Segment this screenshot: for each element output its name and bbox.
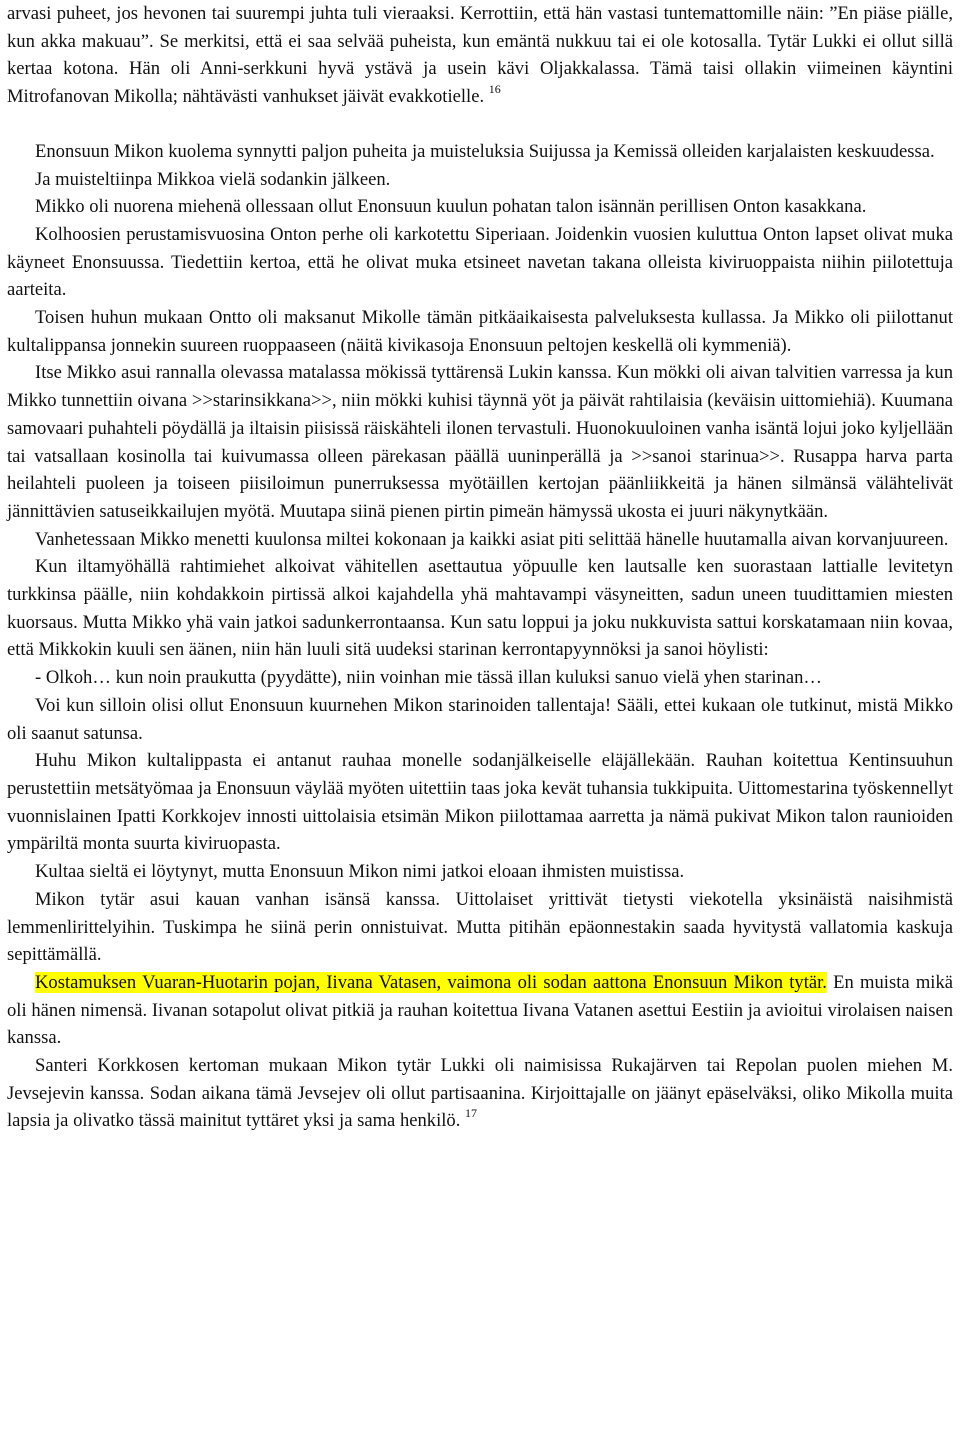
- paragraph-6: [7, 304, 953, 359]
- paragraph-text: Itse Mikko asui rannalla olevassa matalassa mökissä tyttärensä Lukin kanssa. Kun mökki oli aivan talvitien varressa ja kun Mikko tunnettiin oivana >>starinsikkana>>, niin mökki kuhisi täynnä yöt ja päivät rahtilaisia (keväisin uittomiehiä). Kuumana samovaari puhahteli pöydällä ja iltaisin piisissä räiskähteli ilonen tervastuli. Huonokuuloinen vanha isäntä lojui joko kyljellään tai vatsallaan kosinolla tai kuivumassa olleen pärekasan päällä uuninperällä ja >>sanoi starinua>>. Rusappa harva parta heilahteli puoleen ja toiseen piisiloimun punerruksessa myötäillen kertojan päänliikkeitä ja hänen silmänsä välähtelivät jännittävien satuseikkailujen myötä. Muutapa siinä pienen pirtin pimeän hämyssä ukosta ei juuri näkynytkään.: [7, 362, 953, 522]
- paragraph-7: [7, 359, 953, 525]
- paragraph-text: Enonsuun Mikon kuolema synnytti paljon puheita ja muisteluksia Suijussa ja Kemissä olleiden karjalaisten keskuudessa.: [35, 140, 935, 162]
- paragraph-13: [7, 858, 953, 886]
- paragraph-text: Huhu Mikon kultalippasta ei antanut rauhaa monelle sodanjälkeiselle eläjällekään. Rauhan koitettua Kentinsuuhun perustettiin metsätyömaa ja Enonsuun väylää myöten uitettiin taas joka kevät tuhansia tukkipuita. Uittomestarina työskennellyt vuonnislainen Ipatti Korkkojev innosti uittolaisia etsimän Mikon piilottamaa aarretta ja nämä pukivat Mikon talon raunioiden ympäriltä monta suurta kiviruopasta.: [7, 750, 953, 855]
- paragraph-text: Santeri Korkkosen kertoman mukaan Mikon tytär Lukki oli naimisissa Rukajärven tai Repolan puolen miehen M. Jevsejevin kanssa. Sodan aikana tämä Jevsejev oli ollut partisaanina. Kirjoittajalle on jäänyt epäselväksi, oliko Mikolla muita lapsia ja olivatko tässä mainitut tyttäret yksi ja sama henkilö.: [7, 1055, 953, 1132]
- paragraph-text: arvasi puheet, jos hevonen tai suurempi juhta tuli vieraaksi. Kerrottiin, että hän vastasi tuntemattomille näin: ”En piäse piälle, kun akka makuau”. Se merkitsi, että ei saa selvää puheista, kun emäntä nukkuu tai ei ole kotosalla. Tytär Lukki ei ollut sillä kertaa kotona. Hän oli Anni-serkkuni hyvä ystävä ja usein kävi Oljakkalassa. Tämä taisi ollakin viimeinen käyntini Mitrofanovan Mikolla; nähtävästi vanhukset jäivät evakkotielle.: [7, 3, 953, 108]
- paragraph-12: [7, 747, 953, 858]
- document-page: [7, 0, 953, 1135]
- paragraph-10: [7, 664, 953, 692]
- paragraph-1: [7, 0, 953, 111]
- footnote-ref-17[interactable]: 17: [465, 1106, 478, 1121]
- paragraph-11: [7, 692, 953, 747]
- paragraph-16: [7, 1052, 953, 1135]
- paragraph-14: [7, 886, 953, 969]
- paragraph-text: - Olkoh… kun noin praukutta (pyydätte), niin voinhan mie tässä illan kuluksi sanuo vielä yhen starinan…: [35, 667, 822, 689]
- paragraph-text: Kun iltamyöhällä rahtimiehet alkoivat vähitellen asettautua yöpuulle ken lautsalle ken suorastaan lattialle levitetyn turkkinsa päälle, niin kohdakkoin pirtissä alkoi kajahdella yhä mahtavampi väsyneitten, sadun uneen tuudittamien miesten kuorsaus. Mutta Mikko yhä vain jatkoi sadunkerrontaansa. Kun satu loppui ja joku nukkuvista sattui korskatamaan niin kovaa, että Mikkokin kuuli sen äänen, niin hän luuli sitä uudeksi starinan kerrontapyynnöksi ja sanoi höylisti:: [7, 556, 953, 661]
- paragraph-9: [7, 553, 953, 664]
- paragraph-text: Mikko oli nuorena miehenä ollessaan ollut Enonsuun kuulun pohatan talon isännän perillisen Onton kasakkana.: [35, 196, 867, 218]
- paragraph-text: Vanhetessaan Mikko menetti kuulonsa miltei kokonaan ja kaikki asiat piti selittää hänelle huutamalla aivan korvanjuureen.: [35, 528, 949, 550]
- paragraph-text: Kolhoosien perustamisvuosina Onton perhe oli karkotettu Siperiaan. Joidenkin vuosien kuluttua Onton lapset olivat muka käyneet Enonsuussa. Tiedettiin kertoa, että he olivat muka etsineet navetan takana olleista kiviruoppaista niihin piilotettuja aarteita.: [7, 223, 953, 301]
- paragraph-text: Mikon tytär asui kauan vanhan isänsä kanssa. Uittolaiset yrittivät tietysti viekotella yksinäistä naisihmistä lemmenlirittelyihin. Tuskimpa he siinä perin onnistuivat. Mutta pitihän epäonnestakin saada hyvitystä vallatomia kaskuja sepittämällä.: [7, 888, 953, 966]
- paragraph-4: [7, 193, 953, 221]
- paragraph-text: Toisen huhun mukaan Ontto oli maksanut Mikolle tämän pitkäaikaisesta palveluksesta kullassa. Ja Mikko oli piilottanut kultalippansa jonnekin suureen ruoppaaseen (näitä kivikasoja Enonsuun peltojen keskellä oli kymmeniä).: [7, 307, 953, 356]
- paragraph-15: [7, 969, 953, 1052]
- paragraph-2: [7, 138, 953, 166]
- paragraph-text: Voi kun silloin olisi ollut Enonsuun kuurnehen Mikon starinoiden tallentaja! Sääli, ettei kukaan ole tutkinut, mistä Mikko oli saanut satunsa.: [7, 694, 953, 744]
- footnote-ref-16[interactable]: 16: [488, 81, 501, 96]
- paragraph-text: Kultaa sieltä ei löytynyt, mutta Enonsuun Mikon nimi jatkoi eloaan ihmisten muistissa.: [35, 861, 685, 883]
- paragraph-8: [7, 526, 953, 554]
- highlighted-text: Kostamuksen Vuaran-Huotarin pojan, Iivana Vatasen, vaimona oli sodan aattona Enonsuun Mikon tytär.: [35, 971, 827, 993]
- paragraph-5: [7, 221, 953, 304]
- paragraph-text: En muista mikä oli hänen nimensä. Iivanan sotapolut olivat pitkiä ja rauhan koitettua Iivana Vatanen asettui Eestiin ja avioitui virolaisen naisen kanssa.: [7, 971, 953, 1049]
- paragraph-text: Ja muisteltiinpa Mikkoa vielä sodankin jälkeen.: [35, 168, 391, 190]
- paragraph-3: [7, 166, 953, 194]
